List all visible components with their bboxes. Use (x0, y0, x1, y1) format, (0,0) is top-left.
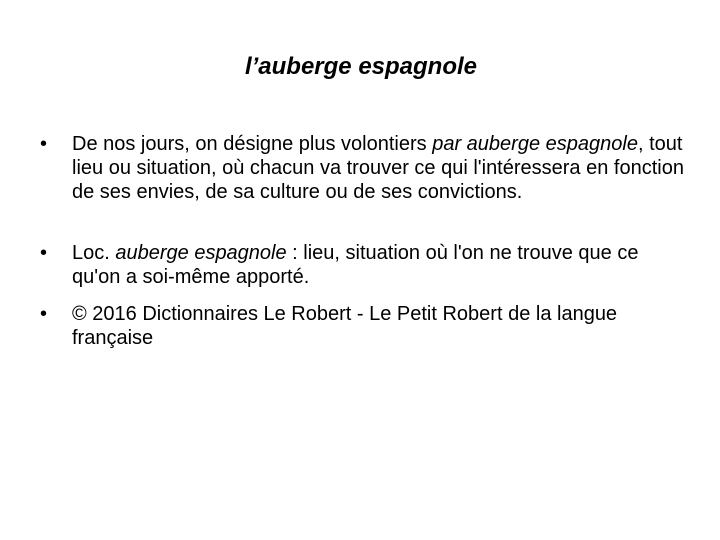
slide-title-text: l’auberge espagnole (244, 53, 478, 80)
bullet-text (72, 133, 684, 203)
bullet-text-segment: : lieu, situation où l'on ne trouve que ce qu'on a soi-même apporté. (72, 242, 639, 288)
bullet-item-definition (40, 132, 690, 204)
bullet-text-segment: Loc. (72, 242, 116, 264)
slide-title (0, 52, 720, 82)
bullet-marker: • (40, 133, 48, 155)
bullet-marker: • (40, 303, 48, 325)
bullet-text (72, 303, 617, 349)
bullet-list (40, 132, 690, 350)
bullet-text-italic-segment: par auberge espagnole (432, 133, 638, 155)
bullet-text-italic-segment: auberge espagnole (115, 242, 287, 264)
bullet-marker: • (40, 242, 48, 264)
bullet-text-segment: , tout lieu ou situation, où chacun va trouver ce qui l'intéressera en fonction de ses envies, de sa culture ou de ses convictions. (72, 133, 684, 203)
bullet-text (72, 242, 638, 288)
bullet-item-source (40, 302, 690, 350)
bullet-item-locution (40, 241, 690, 289)
bullet-text-segment: De nos jours, on désigne plus volontiers (72, 133, 433, 155)
bullet-text-segment: © 2016 Dictionnaires Le Robert - Le Petit Robert de la langue française (72, 303, 618, 349)
